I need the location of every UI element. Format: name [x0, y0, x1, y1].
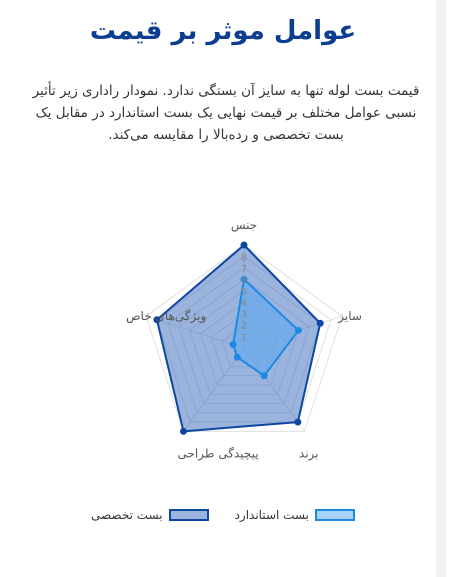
- tick-label-2: 2: [240, 321, 248, 333]
- legend-label-special: بست تخصصی: [91, 508, 163, 522]
- series-0-point-1: [295, 327, 302, 334]
- series-1-point-1: [317, 320, 324, 327]
- tick-label-1: 1: [240, 332, 248, 344]
- legend-item-special[interactable]: [91, 508, 209, 522]
- legend-label-standard: بست استاندارد: [234, 508, 309, 522]
- tick-label-4: 4: [240, 298, 248, 310]
- tick-label-3: 3: [240, 309, 248, 321]
- series-0-point-3: [234, 354, 241, 361]
- chart-legend: [0, 508, 446, 522]
- legend-swatch-standard: [315, 509, 355, 521]
- series-1-point-2: [294, 419, 301, 426]
- series-0-point-4: [230, 341, 237, 348]
- legend-swatch-special: [169, 509, 209, 521]
- axis-label-1: سایز: [338, 309, 362, 324]
- legend-item-standard[interactable]: [235, 508, 355, 522]
- series-0-point-2: [261, 372, 268, 379]
- page-title: عوامل موثر بر قیمت: [89, 16, 357, 46]
- axis-label-4: ویژگی‌های خاص: [126, 309, 207, 324]
- tick-label-5: 5: [240, 286, 248, 298]
- axis-label-2: برند: [298, 446, 319, 461]
- tick-label-8: 8: [240, 252, 248, 264]
- tick-label-7: 7: [240, 263, 248, 275]
- series-1-point-3: [180, 428, 187, 435]
- series-1-point-0: [241, 242, 248, 249]
- axis-label-0: جنس: [230, 218, 258, 232]
- page-description: قیمت بست لوله تنها به سایز آن بستگی ندارد. نمودار راداری زیر تأثیر نسبی عوامل مختلف بر قیمت نهایی یک بست استاندارد در مقابل یک بست تخصصی و رده‌بالا را مقایسه می‌کند.: [32, 83, 420, 143]
- axis-label-3: پیچیدگی طراحی: [177, 446, 259, 461]
- tick-label-6: 6: [240, 275, 248, 287]
